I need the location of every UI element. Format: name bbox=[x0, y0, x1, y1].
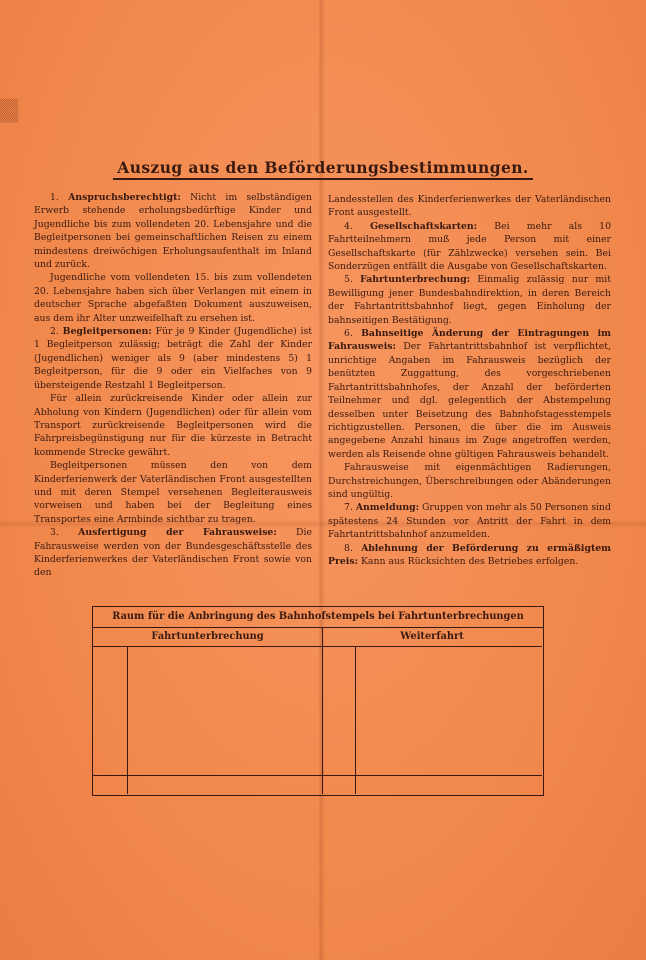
paragraph-3: 3. Ausfertigung der Fahrausweise: Die Fahrausweise werden von der Bundesgeschäftsstelle des Kinderferienwerkes der Vaterländischen Front sowie von den bbox=[34, 527, 312, 579]
heading-fahrtunterbrechung: Fahrtunterbrechung: bbox=[360, 274, 471, 286]
paragraph-3-cont: Landesstellen des Kinderferienwerkes der Vaterländischen Front ausgestellt. bbox=[328, 194, 611, 219]
right-text-column bbox=[328, 193, 611, 568]
paragraph-6b: Fahrausweise mit eigenmächtigen Radierungen, Durchstreichungen, Überschreibungen oder Abänderungen sind ungültig. bbox=[328, 462, 611, 500]
heading-ausfertigung: Ausfertigung der Fahrausweise: bbox=[78, 527, 277, 539]
heading-anmeldung: Anmeldung: bbox=[355, 502, 420, 514]
stamp-box-title: Raum für die Anbringung des Bahnhofstempels bei Fahrtunterbrechungen bbox=[93, 607, 543, 628]
paragraph-2: 2. Begleitpersonen: Für je 9 Kinder (Jugendliche) ist 1 Begleitperson zulässig; beträgt die Zahl der Kinder (Jugendlichen) weniger als 9 (aber mindestens 5) 1 Begleitperson, für die 9 oder ein Vielfaches von 9 übersteigende Restzahl 1 Begleitperson. bbox=[34, 326, 312, 391]
page-title bbox=[0, 158, 646, 177]
stamp-box-inner-divider-left bbox=[127, 646, 128, 794]
heading-aenderung: Bahnseitige Änderung der Eintragungen im Fahrausweis: bbox=[328, 328, 612, 353]
paragraph-7: 7. Anmeldung: Gruppen von mehr als 50 Personen sind spätestens 24 Stunden vor Antritt der Fahrt in dem Fahrtantrittsbahnhof anzumelden. bbox=[328, 502, 611, 541]
title-text: Auszug aus den Beförderungsbestimmungen. bbox=[113, 158, 532, 180]
stamp-box-inner-divider-right bbox=[355, 646, 356, 794]
faded-stamp-mark: ▒▒▒ ▒▒▒ bbox=[0, 100, 19, 123]
paragraph-2c: Begleitpersonen müssen den von dem Kinderferienwerk der Vaterländischen Front ausgestellten und mit deren Stempel versehenen Begleiterausweis vorweisen und haben bei der Begleitung eines Transportes eine Armbinde sichtbar zu tragen. bbox=[34, 460, 312, 525]
paragraph-8: 8. Ablehnung der Beförderung zu ermäßigtem Preis: Kann aus Rücksichten des Betriebes erfolgen. bbox=[328, 542, 611, 567]
paragraph-2b: Für allein zurückreisende Kinder oder allein zur Abholung von Kindern (Jugendlichen) oder für allein vom Transport zurückreisende Begleitpersonen wird die Fahrpreisbegünstigung nur für die kürzeste in Betracht kommende Strecke gewährt. bbox=[34, 393, 312, 458]
bottom-edge-smudge bbox=[2, 930, 642, 950]
stamp-box-bottom-rule bbox=[93, 775, 542, 776]
heading-begleitpersonen: Begleitpersonen: bbox=[62, 326, 152, 338]
stamp-box-col-fahrtunterbrechung: Fahrtunterbrechung bbox=[93, 627, 322, 647]
stamp-box-col-weiterfahrt: Weiterfahrt bbox=[322, 627, 542, 647]
paragraph-1b: Jugendliche vom vollendeten 15. bis zum vollendeten 20. Lebensjahre haben sich über Verlangen mit einem in deutscher Sprache abgefaßten Dokument auszuweisen, aus dem ihr Alter unzweifelhaft zu ersehen ist. bbox=[34, 272, 312, 324]
heading-ablehnung: Ablehnung der Beförderung zu ermäßigtem Preis: bbox=[328, 542, 611, 567]
paragraph-6: 6. Bahnseitige Änderung der Eintragungen im Fahrausweis: Der Fahrtantrittsbahnhof ist verpflichtet, unrichtige Angaben im Fahrausweis bezüglich der benützten Zuggattung, des vorgeschriebenen Fahrtantrittsbahnhofes, der Anzahl der beförderten Teilnehmer und dgl. gelegentlich der Abstempelung desselben unter Beisetzung des Bahnhofstagesstempels richtigzustellen. Personen, die über die im Ausweis angegebene Anzahl hinaus im Zuge angetroffen werden, werden als Reisende ohne gültigen Fahrausweis behandelt. bbox=[328, 328, 612, 460]
stamp-box-center-divider bbox=[322, 627, 323, 794]
heading-gesellschaftskarten: Gesellschaftskarten: bbox=[370, 220, 478, 232]
left-text-column bbox=[34, 191, 312, 580]
paragraph-5: 5. Fahrtunterbrechung: Einmalig zulässig nur mit Bewilligung jener Bundesbahndirektion, in deren Bereich der Fahrtantrittsbahnhof liegt, gegen Einholung der bahnseitigen Bestätigung. bbox=[328, 274, 611, 326]
paragraph-4: 4. Gesellschaftskarten: Bei mehr als 10 Fahrtteilnehmern muß jede Person mit einer Gesellschaftskarte (für Zählzwecke) versehen sein. Bei Sonderzügen entfällt die Ausgabe von Gesellschaftskarten. bbox=[328, 220, 612, 273]
heading-anspruchsberechtigt: Anspruchsberechtigt: bbox=[68, 192, 181, 203]
paragraph-1: 1. Anspruchsberechtigt: Nicht im selbständigen Erwerb stehende erholungsbedürftige Kinder und Jugendliche bis zum vollendeten 20. Lebensjahre und die Begleitpersonen bei gemeinschaftlichen Reisen zu einem mindestens dreiwöchigen Erholungsaufenthalt im Inland und zurück. bbox=[34, 192, 313, 271]
stamp-box bbox=[92, 606, 544, 796]
